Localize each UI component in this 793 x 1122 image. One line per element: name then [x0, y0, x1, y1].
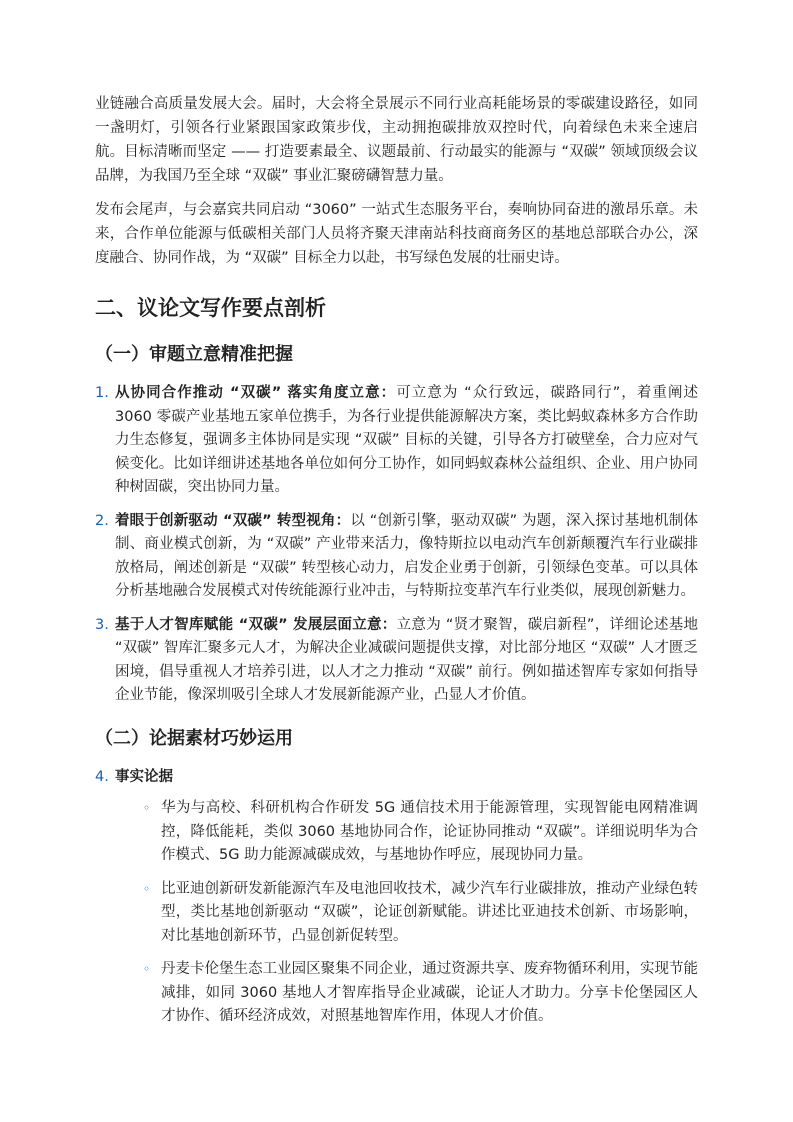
list-number: 4.: [95, 768, 109, 785]
list-item: [95, 766, 698, 1029]
hollow-bullet-icon: ◦: [143, 962, 151, 976]
list-item: [95, 614, 698, 708]
bullet-item-text: 比亚迪创新研发新能源汽车及电池回收技术，减少汽车行业碳排放，推动产业绿色转型，类比基地创新驱动 “双碳”，论证创新赋能。讲述比亚迪技术创新、市场影响，对比基地创新环节，凸显创新促转型。: [161, 880, 698, 944]
list-item: [95, 510, 698, 604]
list-item-text: 以 “创新引擎，驱动双碳” 为题，深入探讨基地机制体制、商业模式创新，为 “双碳” 产业带来活力，像特斯拉以电动汽车创新颠覆汽车行业碳排放格局，阐述创新是 “双碳” 转型核心动力，启发企业勇于创新，引领绿色变革。可以具体分析基地融合发展模式对传统能源行业冲击，与特斯拉变革汽车行业类似，展现创新魅力。: [115, 512, 698, 599]
subsection-heading-1: （一）审题立意精准把握: [95, 344, 293, 365]
ordered-list-1: [95, 382, 698, 708]
intro-paragraph-1: 业链融合高质量发展大会。届时，大会将全景展示不同行业高耗能场景的零碳建设路径，如同一盏明灯，引领各行业紧跟国家政策步伐，主动拥抱碳排放双控时代，向着绿色未来全速启航。目标清晰而坚定 —— 打造要素最全、议题最前、行动最实的能源与 “双碳” 领域顶级会议品牌，为我国乃至全球 “双碳” 事业汇聚磅礴智慧力量。: [95, 96, 698, 184]
subsection-heading-2: （二）论据素材巧妙运用: [95, 727, 293, 749]
hollow-bullet-icon: ◦: [143, 801, 151, 815]
bullet-list: [115, 797, 698, 1029]
bullet-item-text: 华为与高校、科研机构合作研发 5G 通信技术用于能源管理，实现智能电网精准调控，降低能耗，类似 3060 基地协同合作，论证协同推动 “双碳”。详细说明华为合作模式、5G 助力能源减碳成效，与基地协作呼应，展现协同力量。: [161, 800, 698, 863]
bullet-item: [115, 797, 698, 868]
list-number: 1.: [95, 385, 109, 401]
list-item: [95, 382, 698, 500]
list-item-lead: 事实论据: [115, 768, 173, 785]
list-item-lead: 从协同合作推动 “双碳” 落实角度立意：: [115, 385, 397, 401]
hollow-bullet-icon: ◦: [143, 881, 151, 896]
list-item-lead: 基于人才智库赋能 “双碳” 发展层面立意：: [115, 616, 397, 633]
bullet-item: [115, 958, 698, 1029]
list-item-text: 立意为 “贤才聚智，碳启新程”，详细论述基地 “双碳” 智库汇聚多元人才，为解决企业减碳问题提供支撑，对比部分地区 “双碳” 人才匮乏困境，倡导重视人才培养引进，以人才之力推动 “双碳” 前行。例如描述智库专家如何指导企业节能，像深圳吸引全球人才发展新能源产业，凸显人才价值。: [115, 616, 698, 703]
list-number: 2.: [95, 512, 109, 529]
bullet-item: [115, 878, 698, 949]
intro-paragraph-2: 发布会尾声，与会嘉宾共同启动 “3060” 一站式生态服务平台，奏响协同奋进的激昂乐章。未来，合作单位能源与低碳相关部门人员将齐聚天津南站科技商商务区的基地总部联合办公，深度融合、协同作战，为 “双碳” 目标全力以赴，书写绿色发展的壮丽史诗。: [95, 202, 698, 266]
bullet-item-text: 丹麦卡伦堡生态工业园区聚集不同企业，通过资源共享、废弃物循环利用，实现节能减排，如同 3060 基地人才智库指导企业减碳，论证人才助力。分享卡伦堡园区人才协作、循环经济成效，对照基地智库作用，体现人才价值。: [161, 961, 698, 1024]
list-item-lead: 着眼于创新驱动 “双碳” 转型视角：: [115, 512, 351, 529]
list-item-text: 可立意为 “众行致远，碳路同行”，着重阐述 3060 零碳产业基地五家单位携手，为各行业提供能源解决方案，类比蚂蚁森林多方合作助力生态修复，强调多主体协同是实现 “双碳” 目标的关键，引导各方打破壁垒，合力应对气候变化。比如详细讲述基地各单位如何分工协作，如同蚂蚁森林公益组织、企业、用户协同种树固碳，突出协同力量。: [115, 385, 698, 495]
ordered-list-2: [95, 766, 698, 1029]
list-number: 3.: [95, 616, 109, 633]
section-heading: 二、议论文写作要点剖析: [95, 296, 326, 320]
